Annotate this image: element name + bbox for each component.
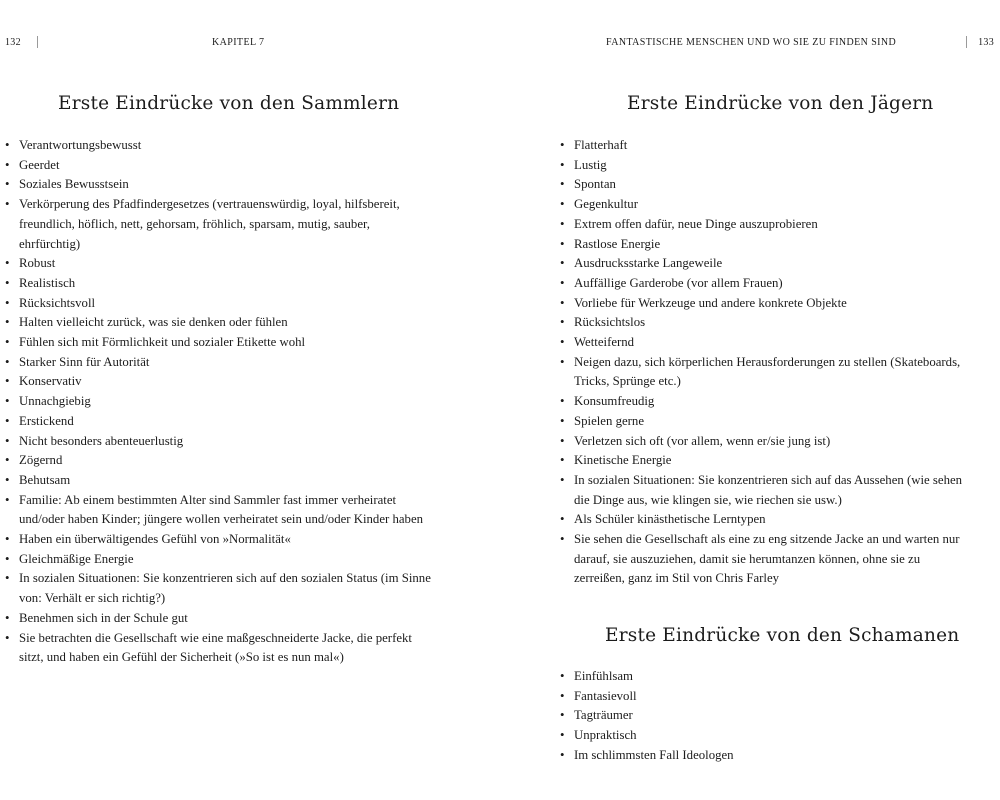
list-item: • Tagträumer: [559, 706, 964, 726]
list-item: • Kinetische Energie: [559, 451, 964, 471]
header-separator-left: [37, 36, 38, 48]
list-item: • Unpraktisch: [559, 726, 964, 746]
list-item: • Zögernd: [4, 451, 434, 471]
list-item: • Soziales Bewusstsein: [4, 175, 434, 195]
heading-jaeger: Erste Eindrücke von den Jägern: [627, 93, 934, 114]
list-item: • Rücksichtsvoll: [4, 294, 434, 314]
right-page: [500, 0, 1000, 800]
list-item: • Sie sehen die Gesellschaft als eine zu eng sitzende Jacke an und warten nur darauf, sie auszuziehen, damit sie herumtanzen können, ohne sie zu zerreißen, ganz im Stil von Chris Farley: [559, 530, 964, 589]
list-item: • Verantwortungsbewusst: [4, 136, 434, 156]
list-item: • In sozialen Situationen: Sie konzentrieren sich auf das Aussehen (wie sehen die Dinge aus, wie klingen sie, wie riechen sie usw.): [559, 471, 964, 510]
list-item: • Geerdet: [4, 156, 434, 176]
list-item: • Als Schüler kinästhetische Lerntypen: [559, 510, 964, 530]
list-item: • Unnachgiebig: [4, 392, 434, 412]
list-item: • Benehmen sich in der Schule gut: [4, 609, 434, 629]
list-item: • Wetteifernd: [559, 333, 964, 353]
list-item: • Konsumfreudig: [559, 392, 964, 412]
list-item: • Erstickend: [4, 412, 434, 432]
list-item: • Gegenkultur: [559, 195, 964, 215]
list-item: • Robust: [4, 254, 434, 274]
heading-sammler: Erste Eindrücke von den Sammlern: [58, 93, 400, 114]
list-item: • Auffällige Garderobe (vor allem Frauen): [559, 274, 964, 294]
list-item: • Extrem offen dafür, neue Dinge auszuprobieren: [559, 215, 964, 235]
list-item: • Lustig: [559, 156, 964, 176]
page-number-right: 133: [978, 37, 994, 48]
list-item: • Vorliebe für Werkzeuge und andere konkrete Objekte: [559, 294, 964, 314]
list-item: • Haben ein überwältigendes Gefühl von »Normalität«: [4, 530, 434, 550]
running-head-right: FANTASTISCHE MENSCHEN UND WO SIE ZU FINDEN SIND: [606, 37, 897, 48]
schamanen-list: [559, 667, 964, 766]
page-number-left: 132: [5, 37, 21, 48]
list-item: • Spontan: [559, 175, 964, 195]
list-item: • Behutsam: [4, 471, 434, 491]
list-item: • Realistisch: [4, 274, 434, 294]
list-item: • Rücksichtslos: [559, 313, 964, 333]
list-item: • Verkörperung des Pfadfindergesetzes (vertrauenswürdig, loyal, hilfsbereit, freundlich, höflich, nett, gehorsam, fröhlich, sparsam, mutig, sauber, ehrfürchtig): [4, 195, 434, 254]
list-item: • Flatterhaft: [559, 136, 964, 156]
running-head-left: KAPITEL 7: [212, 37, 265, 48]
sammler-list: [4, 136, 434, 668]
list-item: • In sozialen Situationen: Sie konzentrieren sich auf den sozialen Status (im Sinne von: Verhält er sich richtig?): [4, 569, 434, 608]
jaeger-list: [559, 136, 964, 589]
list-item: • Fühlen sich mit Förmlichkeit und sozialer Etikette wohl: [4, 333, 434, 353]
list-item: • Starker Sinn für Autorität: [4, 353, 434, 373]
list-item: • Nicht besonders abenteuerlustig: [4, 432, 434, 452]
header-separator-right: [966, 36, 967, 48]
list-item: • Halten vielleicht zurück, was sie denken oder fühlen: [4, 313, 434, 333]
list-item: • Spielen gerne: [559, 412, 964, 432]
heading-schamanen: Erste Eindrücke von den Schamanen: [605, 625, 960, 646]
list-item: • Verletzen sich oft (vor allem, wenn er/sie jung ist): [559, 432, 964, 452]
list-item: • Einfühlsam: [559, 667, 964, 687]
list-item: • Konservativ: [4, 372, 434, 392]
list-item: • Gleichmäßige Energie: [4, 550, 434, 570]
list-item: • Fantasievoll: [559, 687, 964, 707]
list-item: • Sie betrachten die Gesellschaft wie eine maßgeschneiderte Jacke, die perfekt sitzt, und haben ein Gefühl der Sicherheit (»So ist es nun mal«): [4, 629, 434, 668]
list-item: • Im schlimmsten Fall Ideologen: [559, 746, 964, 766]
list-item: • Neigen dazu, sich körperlichen Herausforderungen zu stellen (Skateboards, Tricks, Sprünge etc.): [559, 353, 964, 392]
list-item: • Ausdrucksstarke Langeweile: [559, 254, 964, 274]
list-item: • Familie: Ab einem bestimmten Alter sind Sammler fast immer verheiratet und/oder haben Kinder; jüngere wollen verheiratet sein und/oder Kinder haben: [4, 491, 434, 530]
list-item: • Rastlose Energie: [559, 235, 964, 255]
